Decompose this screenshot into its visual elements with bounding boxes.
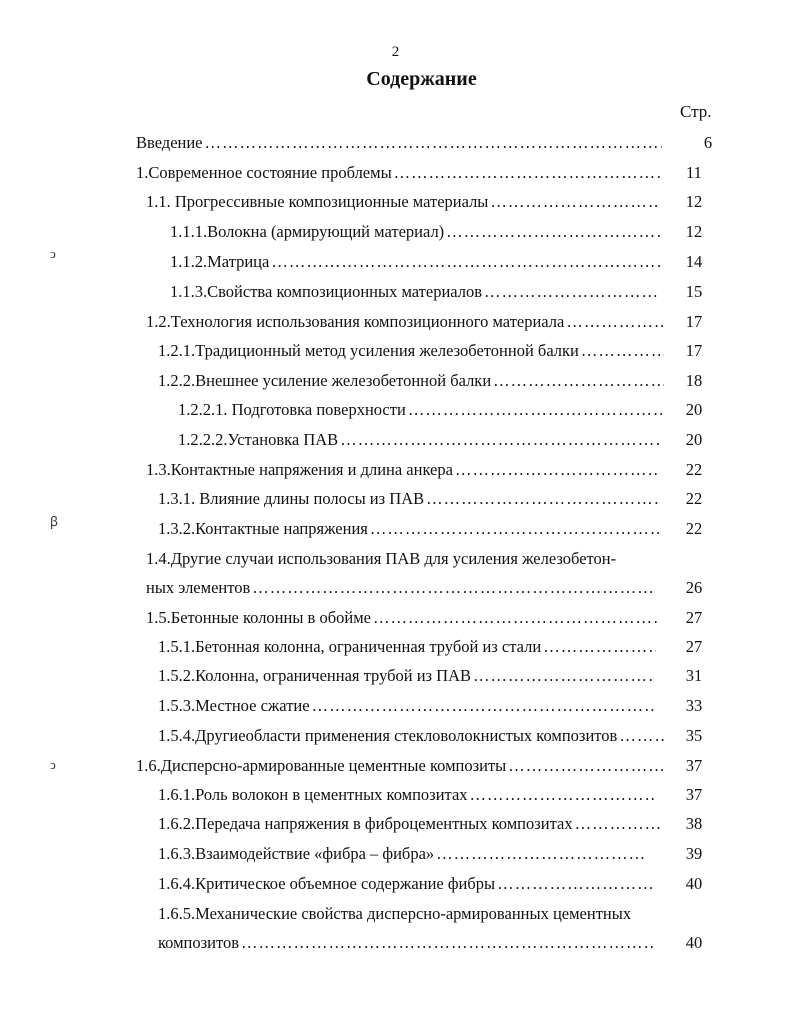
dot-leader — [508, 751, 664, 781]
dot-leader — [566, 307, 664, 337]
toc-entry — [158, 366, 664, 396]
toc-entry-page: 22 — [685, 460, 703, 479]
toc-entry-title: 1.2.2.1. Подготовка поверхности — [178, 400, 406, 419]
toc-entry — [158, 514, 662, 544]
toc-entry-page: 35 — [685, 726, 703, 745]
toc-entry — [158, 632, 656, 662]
toc-entry-page: 38 — [685, 814, 703, 833]
toc-entry-title: 1.1.2.Матрица — [170, 252, 270, 271]
dot-leader — [490, 187, 658, 217]
toc-entry-page: 33 — [685, 696, 703, 715]
toc-entry-title: 1.1. Прогрессивные композиционные материалы — [146, 192, 489, 211]
toc-entry — [158, 336, 664, 366]
toc-entry-title: 1.5.1.Бетонная колонна, ограниченная трубой из стали — [158, 637, 542, 656]
toc-entry-title: 1.6.4.Критическое объемное содержание фибры — [158, 874, 496, 893]
toc-entry-page: 37 — [685, 785, 703, 804]
toc-entry — [170, 277, 660, 307]
dot-leader — [252, 573, 656, 603]
toc-entry — [178, 395, 662, 425]
toc-entry-title: 1.5.2.Колонна, ограниченная трубой из ПАВ — [158, 666, 472, 685]
toc-entry — [146, 187, 658, 217]
toc-entry-page: 6 — [703, 133, 713, 152]
toc-entry-page: 22 — [685, 519, 703, 538]
toc-entry — [170, 217, 660, 247]
toc-entry — [158, 839, 648, 869]
toc-entry — [136, 158, 662, 188]
dot-leader — [575, 809, 664, 839]
toc-entry — [158, 928, 656, 958]
toc-entry-title: 1.2.2.Внешнее усиление железобетонной балки — [158, 371, 492, 390]
page-number: 2 — [391, 44, 400, 60]
toc-entry-page: 11 — [686, 163, 702, 182]
toc-entry-title: Введение — [136, 133, 203, 152]
dot-leader — [446, 217, 660, 247]
toc-entry — [158, 721, 666, 751]
dot-leader — [408, 395, 662, 425]
toc-entry — [178, 425, 662, 455]
dot-leader — [271, 247, 660, 277]
dot-leader — [543, 632, 656, 662]
toc-entry — [158, 661, 654, 691]
dot-leader — [581, 336, 664, 366]
toc-entry-title: 1.6.3.Взаимодействие «фибра – фибра» — [158, 844, 435, 863]
dot-leader — [484, 277, 660, 307]
toc-entry-title: 1.1.1.Волокна (армирующий материал) — [170, 222, 445, 241]
toc-entry-title: 1.5.3.Местное сжатие — [158, 696, 310, 715]
toc-entry — [136, 751, 664, 781]
toc-entry-title: 1.6.1.Роль волокон в цементных композитах — [158, 785, 468, 804]
toc-entry-page: 22 — [685, 489, 703, 508]
scan-speck-icon: ↄ — [50, 757, 56, 772]
toc-entry — [146, 307, 664, 337]
toc-entry-title-line1: 1.6.5.Механические свойства дисперсно-армированных цементных — [158, 904, 632, 923]
toc-entry — [158, 869, 656, 899]
toc-entry-title: композитов — [158, 933, 240, 952]
toc-entry-page: 27 — [685, 637, 703, 656]
toc-entry-page: 40 — [685, 874, 703, 893]
toc-entry-title: 1.6.2.Передача напряжения в фиброцементных композитах — [158, 814, 573, 833]
toc-entry-page: 31 — [685, 666, 703, 685]
toc-entry-page: 27 — [685, 608, 703, 627]
toc-entry-page: 18 — [685, 371, 703, 390]
toc-entry-page: 14 — [685, 252, 703, 271]
toc-entry-page: 17 — [685, 312, 703, 331]
dot-leader — [241, 928, 656, 958]
dot-leader — [619, 721, 666, 751]
toc-entry — [158, 484, 658, 514]
dot-leader — [205, 128, 662, 158]
toc-entry-title: ных элементов — [146, 578, 251, 597]
dot-leader — [470, 780, 656, 810]
dot-leader — [370, 514, 662, 544]
dot-leader — [473, 661, 654, 691]
scan-speck-icon: ꞵ — [50, 514, 59, 529]
toc-entry-title: 1.3.Контактные напряжения и длина анкера — [146, 460, 453, 479]
toc-entry-title: 1.3.2.Контактные напряжения — [158, 519, 368, 538]
toc-entry-title: 1.2.1.Традиционный метод усиления железобетонной балки — [158, 341, 579, 360]
toc-entry-title: 1.2.Технология использования композиционного материала — [146, 312, 565, 331]
toc-entry-title: 1.Современное состояние проблемы — [136, 163, 392, 182]
dot-leader — [493, 366, 664, 396]
dot-leader — [455, 455, 660, 485]
toc-entry-page: 26 — [685, 578, 703, 597]
toc-entry — [146, 573, 656, 603]
toc-entry — [158, 691, 654, 721]
toc-entry-title: 1.5.4.Другиеобласти применения стекловолокнистых композитов — [158, 726, 618, 745]
toc-entry-page: 20 — [685, 430, 703, 449]
toc-entry-title: 1.5.Бетонные колонны в обойме — [146, 608, 371, 627]
page-column-header: Стр. — [680, 102, 712, 121]
toc-entry-title: 1.6.Дисперсно-армированные цементные композиты — [136, 756, 507, 775]
toc-entry-page: 20 — [685, 400, 703, 419]
dot-leader — [436, 839, 648, 869]
dot-leader — [394, 158, 662, 188]
toc-entry-title: 1.1.3.Свойства композиционных материалов — [170, 282, 483, 301]
toc-entry — [158, 809, 664, 839]
toc-entry-page: 17 — [685, 341, 703, 360]
toc-entry-page: 39 — [685, 844, 703, 863]
dot-leader — [497, 869, 656, 899]
toc-entry-page: 12 — [685, 222, 703, 241]
scan-speck-icon: ↄ — [50, 246, 56, 261]
dot-leader — [340, 425, 662, 455]
dot-leader — [373, 603, 660, 633]
toc-entry-page: 15 — [685, 282, 703, 301]
toc-entry — [146, 455, 660, 485]
dot-leader — [426, 484, 658, 514]
toc-entry-page: 12 — [685, 192, 703, 211]
toc-entry-title: 1.2.2.2.Установка ПАВ — [178, 430, 339, 449]
toc-entry-title-line1: 1.4.Другие случаи использования ПАВ для усиления железобетон- — [146, 549, 617, 568]
toc-entry — [158, 780, 656, 810]
toc-entry-page: 40 — [685, 933, 703, 952]
toc-entry — [146, 603, 660, 633]
toc-entry-title: 1.3.1. Влияние длины полосы из ПАВ — [158, 489, 425, 508]
toc-entry — [170, 247, 660, 277]
page-title: Содержание — [366, 68, 477, 90]
dot-leader — [312, 691, 654, 721]
toc-entry-page: 37 — [685, 756, 703, 775]
toc-entry — [136, 128, 662, 158]
